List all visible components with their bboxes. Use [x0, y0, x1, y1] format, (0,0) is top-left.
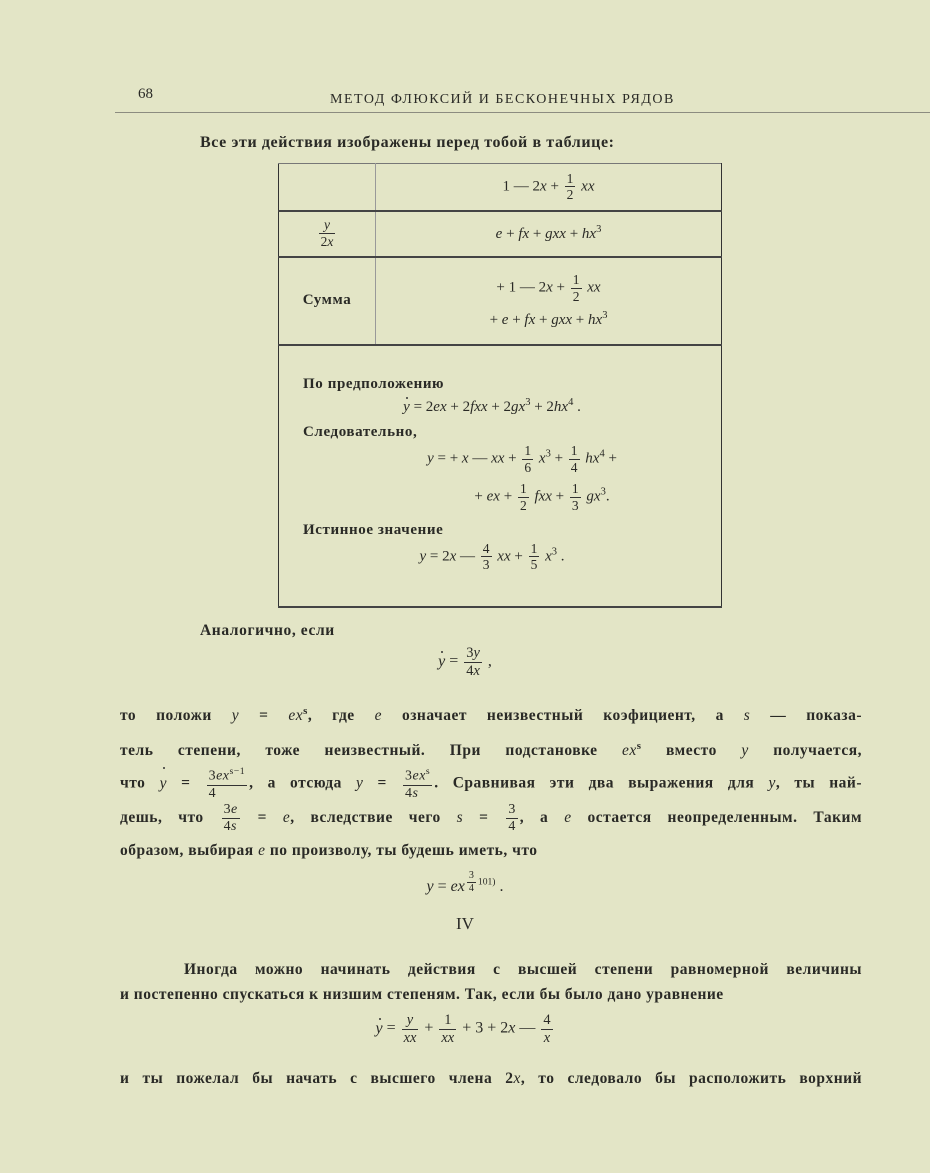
text-run: + [529, 226, 546, 242]
text-run: . [557, 547, 565, 564]
footnote-marker: 101) [477, 876, 496, 888]
math-variable: y [427, 450, 434, 467]
fraction [467, 870, 476, 894]
text-run: — [468, 450, 492, 467]
numerator [541, 1012, 552, 1030]
text-run: = [241, 809, 283, 827]
numerator [403, 766, 432, 786]
denominator [506, 819, 517, 835]
math-variable: e [374, 707, 382, 725]
text-run: + [565, 226, 582, 242]
text-run: + 2 [530, 399, 554, 416]
text-run: = [363, 774, 402, 792]
fraction [569, 443, 580, 475]
text-run: 3 [551, 545, 558, 557]
exponent [229, 766, 245, 777]
consequently-eq-2 [363, 481, 721, 513]
text-run: 3 [508, 802, 516, 818]
math-variable: x [545, 547, 552, 564]
text-run: + [474, 488, 487, 505]
text-run: 1 [572, 271, 580, 287]
table-row [279, 345, 722, 607]
math-variable: x [543, 1029, 551, 1046]
result-eq [0, 870, 930, 896]
numerator [506, 802, 517, 819]
row1-label [279, 164, 376, 211]
text-run: 4 [466, 662, 474, 679]
numerator [569, 443, 580, 460]
numerator [570, 481, 581, 498]
math-variable: gxx [545, 226, 566, 242]
text-run: 3 [525, 397, 531, 409]
text-run: 3 [208, 768, 217, 784]
numerator [481, 541, 492, 558]
math-variable: ex [216, 768, 230, 784]
paragraph-2 [120, 957, 862, 1007]
fraction [518, 481, 529, 513]
paragraph-line [120, 957, 862, 982]
text-run: 3 [545, 448, 551, 460]
text-run: . Сравнивая эти два выражения для [434, 774, 769, 792]
fraction [571, 272, 582, 304]
text-run: + [420, 1019, 438, 1037]
text-run: 3 [596, 224, 602, 235]
text-run: то положи [120, 707, 232, 725]
math-variable: x [473, 662, 480, 679]
math-variable: x [538, 450, 546, 467]
text-run: , а [519, 809, 565, 827]
sum-line-2 [376, 310, 721, 329]
text-run: . [495, 877, 504, 895]
paragraph-1 [120, 696, 862, 866]
text-run: 3 [571, 498, 579, 513]
text-run: , ты най- [775, 774, 863, 792]
text-run: 3 [466, 645, 474, 661]
math-variable: x [327, 234, 334, 249]
text-run: — показа- [750, 707, 862, 725]
math-variable: xx [497, 547, 511, 564]
assumption-label: По предположению [303, 376, 445, 393]
text-run: 3 [482, 557, 490, 573]
math-variable: ex [622, 742, 637, 760]
row2-expr [376, 211, 722, 257]
math-variable: s [231, 819, 237, 835]
sum-expr [376, 257, 722, 345]
numerator [207, 766, 248, 786]
math-variable: fx [524, 312, 536, 329]
text-run: 1 [571, 481, 579, 497]
math-variable: e [501, 312, 509, 329]
numerator [529, 541, 540, 558]
conclusion-cell [279, 345, 722, 607]
denominator [403, 786, 432, 802]
math-variable: s [412, 785, 419, 801]
fluxion-symbol: y [403, 399, 410, 416]
text-run: 1 [530, 540, 538, 556]
text-run: — [456, 547, 479, 564]
text-run: 4 [208, 785, 217, 801]
math-variable: x [461, 450, 469, 467]
text-run: и постепенно спускаться к низшим степеням. Так, если бы было дано уравнение [120, 986, 724, 1003]
text-run: получается, [748, 742, 862, 760]
fraction [402, 1012, 419, 1046]
text-run: s−1 [229, 766, 246, 778]
text-run: означает неизвестный коэфициент, а [382, 707, 744, 725]
math-variable: x [449, 547, 457, 564]
math-variable: e [495, 226, 503, 242]
numerator [319, 217, 336, 234]
fluxion-symbol: y [375, 1019, 383, 1037]
math-variable: xx [581, 178, 595, 195]
text-run: = + [433, 450, 462, 467]
denominator [467, 883, 476, 895]
math-variable: xx [491, 450, 505, 467]
text-run: образом, выбирая [120, 842, 259, 860]
text-run: = 2 [426, 547, 450, 564]
denominator [570, 498, 581, 514]
denominator [481, 557, 492, 573]
fraction [506, 802, 517, 835]
math-variable: x [546, 279, 553, 296]
denominator [464, 663, 482, 680]
text-run: 2 [519, 498, 527, 513]
text-run: + 3 + 2 [458, 1019, 509, 1037]
math-variable: y [426, 877, 434, 895]
math-variable: y [768, 774, 776, 792]
math-variable: y [324, 217, 330, 233]
exponent [596, 224, 601, 235]
text-run: + [546, 178, 563, 195]
text-run: + 2 [446, 399, 471, 416]
table-row [279, 164, 722, 211]
math-variable: ex [450, 877, 465, 895]
sum-label: Сумма [279, 257, 376, 345]
fraction [541, 1012, 552, 1046]
text-run: 3 [223, 802, 232, 818]
equation-2 [0, 1012, 930, 1046]
text-run: 4 [468, 882, 474, 894]
text-run: + [552, 279, 569, 296]
fraction [319, 217, 336, 249]
text-run: Иногда можно начинать действия с высшей степени равномерной величины [184, 961, 862, 978]
text-run: s [303, 705, 308, 717]
numerator [518, 481, 529, 498]
exponent [602, 310, 607, 321]
text-run: 1 [444, 1012, 452, 1028]
consequently-label: Следовательно, [303, 424, 418, 441]
text-run: 4 [482, 540, 490, 556]
text-run: 6 [524, 459, 532, 475]
text-run: = 2 [409, 399, 434, 416]
fluxion-symbol: y [438, 652, 446, 670]
math-variable: fxx [534, 488, 552, 505]
math-variable: s [743, 707, 751, 725]
running-title: МЕТОД ФЛЮКСИЙ И БЕСКОНЕЧНЫХ РЯДОВ [330, 92, 675, 107]
denominator [541, 1030, 552, 1047]
math-variable: y [419, 547, 427, 564]
math-variable: ex [486, 488, 500, 505]
fraction [207, 766, 248, 802]
text-run: тель степени, тоже неизвестный. При подстановке [120, 742, 623, 760]
text-run: что [120, 774, 160, 792]
fraction [570, 481, 581, 513]
numerator [402, 1012, 419, 1030]
text-run: + [510, 547, 527, 564]
text-run: и ты пожелал бы начать с высшего члена 2 [120, 1070, 514, 1087]
math-variable: y [356, 774, 364, 792]
paragraph-line [120, 696, 862, 731]
denominator [402, 1030, 419, 1047]
math-variable: ex [412, 768, 426, 784]
math-variable: e [258, 842, 266, 860]
true-value-eq [263, 541, 721, 573]
text-run: + [499, 488, 516, 505]
fraction [439, 1012, 456, 1046]
paragraph-line [120, 731, 862, 766]
denominator [522, 460, 533, 476]
consequently-eq-1 [323, 443, 721, 475]
analog-lead: Аналогично, если [200, 622, 335, 639]
numerator [565, 171, 576, 188]
math-variable: xx [441, 1029, 455, 1046]
denominator [319, 234, 336, 250]
math-variable: x [513, 1070, 521, 1087]
row1-expr [376, 164, 722, 211]
text-run: + [535, 312, 552, 329]
denominator [518, 498, 529, 514]
text-run: s [425, 766, 431, 778]
fraction [565, 171, 576, 203]
text-run: . [573, 399, 581, 416]
fraction [464, 645, 482, 679]
text-run: + [508, 312, 525, 329]
text-run: 4 [543, 1012, 551, 1028]
text-run: = [382, 1019, 400, 1037]
text-run: 1 — 2 [502, 178, 541, 195]
math-variable: gx [511, 399, 526, 416]
header-rule [115, 112, 930, 113]
paragraph-line [120, 982, 862, 1007]
math-variable: hx [585, 450, 600, 467]
text-run: 4 [599, 448, 605, 460]
numerator [571, 272, 582, 289]
math-variable: y [741, 742, 749, 760]
text-run: 1 [566, 170, 574, 186]
text-run: = [239, 707, 289, 725]
table-row [279, 211, 722, 257]
text-run: = [445, 652, 463, 670]
text-run: 3 [602, 310, 608, 322]
math-variable: fx [518, 226, 530, 242]
math-variable: xx [587, 279, 601, 296]
text-run: остается неопределенным. Таким [571, 809, 862, 827]
exponent [426, 766, 430, 777]
math-variable: x [508, 1019, 516, 1037]
denominator [222, 819, 240, 835]
text-run: + [604, 450, 617, 467]
true-value-label: Истинное значение [303, 521, 444, 538]
math-variable: hx [553, 399, 569, 416]
math-variable: hx [581, 226, 597, 242]
math-variable: gxx [551, 312, 573, 329]
fraction [522, 443, 533, 475]
math-variable: y [231, 707, 240, 725]
text-run: 4 [568, 397, 574, 409]
text-run: 1 [519, 481, 527, 497]
math-variable: y [473, 645, 480, 661]
text-run: . [605, 488, 610, 505]
math-variable: ex [288, 707, 304, 725]
text-run: 3 [600, 486, 606, 498]
fluxion-symbol: y [160, 769, 167, 799]
denominator [565, 187, 576, 203]
math-variable: e [282, 809, 291, 827]
page-number: 68 [138, 86, 153, 102]
math-variable: e [564, 809, 572, 827]
text-run: , где [307, 707, 375, 725]
math-variable: hx [588, 312, 603, 329]
math-variable: ex [433, 399, 447, 416]
text-run: 4 [508, 819, 516, 835]
text-run: 1 [570, 443, 578, 459]
row2-label [279, 211, 376, 257]
math-variable: y [406, 1012, 414, 1028]
text-run: 3 [405, 768, 413, 784]
text-run: + [502, 226, 519, 242]
denominator [207, 786, 248, 802]
numerator [522, 443, 533, 460]
math-variable: gx [586, 488, 601, 505]
text-run: вместо [641, 742, 742, 760]
text-run: 2 [572, 288, 580, 304]
text-run: по произволу, ты будешь иметь, что [265, 842, 538, 860]
numerator [439, 1012, 456, 1030]
text-run: , а отсюда [249, 774, 356, 792]
table-row [279, 257, 722, 345]
numerator [467, 870, 476, 883]
text-run: 4 [223, 819, 232, 835]
computation-table [278, 163, 722, 608]
text-run: + [551, 488, 568, 505]
text-run: + 2 [487, 399, 512, 416]
paragraph-line [120, 836, 862, 866]
text-run: + [550, 450, 567, 467]
text-run: 4 [405, 785, 413, 801]
section-heading: IV [456, 914, 474, 933]
text-run: 2 [566, 187, 574, 203]
denominator [529, 557, 540, 573]
math-variable: x [540, 178, 547, 195]
fraction [529, 541, 540, 573]
text-run: , [483, 652, 492, 670]
text-run: + [572, 312, 589, 329]
sum-line-1 [376, 272, 721, 304]
math-variable: e [231, 802, 238, 818]
analog-eq [0, 645, 930, 679]
fraction [403, 766, 432, 802]
math-variable: s [456, 809, 464, 827]
text-run: = [166, 774, 205, 792]
text-run: s [636, 740, 642, 753]
text-run: 4 [570, 459, 578, 475]
assumption-eq [263, 397, 721, 416]
exponent [465, 870, 478, 894]
text-run: , то следовало бы расположить ворхний [520, 1070, 862, 1087]
denominator [439, 1030, 456, 1047]
text-run: 5 [530, 557, 538, 573]
text-run: дешь, что [120, 809, 220, 827]
numerator [222, 802, 240, 819]
paragraph-line [120, 802, 862, 836]
text-run: — [515, 1019, 540, 1037]
text-run: + 1 — 2 [496, 279, 547, 296]
text-run: 1 [524, 443, 532, 459]
math-variable: xx [403, 1029, 417, 1046]
text-run: 2 [320, 234, 328, 249]
math-variable: fxx [470, 399, 488, 416]
numerator [464, 645, 482, 663]
denominator [569, 460, 580, 476]
text-run: = [463, 809, 505, 827]
paragraph-3 [120, 1070, 862, 1088]
fraction [222, 802, 240, 835]
paragraph-line [120, 766, 862, 802]
paragraph-line [120, 1070, 862, 1088]
text-run: + [504, 450, 521, 467]
text-run: 3 [468, 870, 474, 881]
text-run: = [433, 877, 451, 895]
text-run: , вследствие чего [290, 809, 457, 827]
intro-text: Все эти действия изображены перед тобой в таблице: [200, 134, 615, 151]
fraction [481, 541, 492, 573]
denominator [571, 289, 582, 305]
text-run: + [489, 312, 502, 329]
